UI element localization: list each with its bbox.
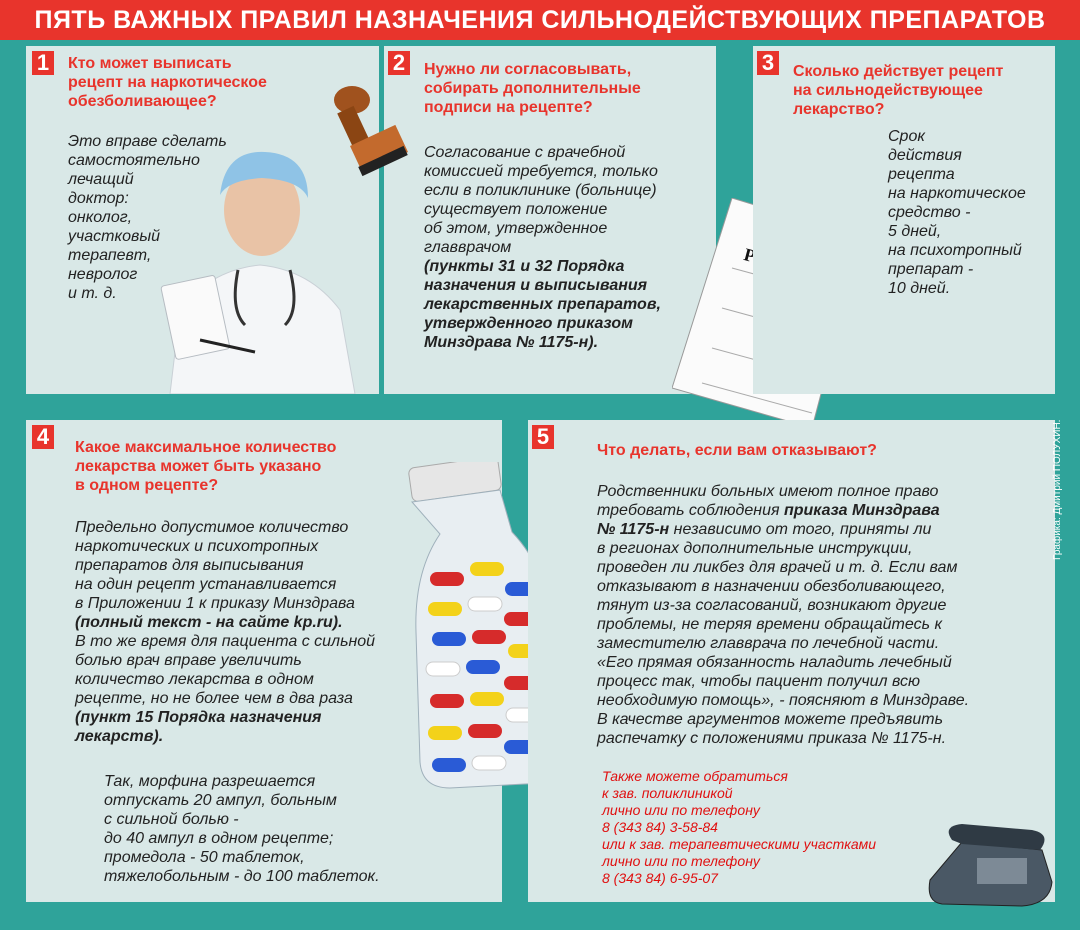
rule-3-question: Сколько действует рецепт на сильнодействующее лекарство?	[793, 63, 1004, 118]
telephone-icon	[922, 820, 1057, 908]
page-title: ПЯТЬ ВАЖНЫХ ПРАВИЛ НАЗНАЧЕНИЯ СИЛЬНОДЕЙСТВУЮЩИХ ПРЕПАРАТОВ	[34, 5, 1046, 34]
rule-4-question: Какое максимальное количество лекарства может быть указано в одном рецепте?	[75, 439, 337, 494]
graphics-credit: Графика: Дмитрий ПОЛУХИН.	[1052, 419, 1063, 560]
rule-5-answer: Родственники больных имеют полное право требовать соблюдения приказа Минздрава № 1175-н независимо от того, приняты ли в регионах дополнительные инструкции, проведен ли ликбез для врачей и т. д. Если вам отказывают в назначении обезболивающего, тянут из-за согласований, возникают другие проблемы, не теряя времени обращайтесь к заместителю главврача по лечебной части. «Его прямая обязанность наладить лечебный процесс так, чтобы пациент получил всю необходимую помощь», - поясняют в Минздраве. В качестве аргументов можете предъявить распечатку с положениями приказа № 1175-н.	[597, 483, 970, 747]
rule-number-4: 4	[32, 425, 54, 449]
rule-1-answer: Это вправе сделать самостоятельно лечащий доктор: онколог, участковый терапевт, невролог и т. д.	[68, 133, 227, 302]
contact-info: Также можете обратиться к зав. поликлиникой лично или по телефону 8 (343 84) 3-58-84 или к зав. терапевтическими участками лично или по телефону 8 (343 84) 6-95-07	[602, 768, 877, 886]
rule-number-1: 1	[32, 51, 54, 75]
stamp-illustration	[318, 74, 418, 184]
page-title-banner	[0, 0, 1080, 40]
rule-number-5: 5	[532, 425, 554, 449]
rule-2-answer: Согласование с врачебной комиссией требуется, только если в поликлинике (больнице) существует положение об этом, утвержденное главврачом (пункты 31 и 32 Порядка назначения и выписывания лекарственных препаратов, утвержденного приказом Минздрава № 1175-н).	[424, 144, 661, 351]
rule-4-answer: Предельно допустимое количество наркотических и психотропных препаратов для выписывания на один рецепт устанавливается в Приложении 1 к приказу Минздрава (полный текст - на сайте kp.ru). В то же время для пациента с сильной болью врач вправе увеличить количество лекарства в одном рецепте, но не более чем в два раза (пункт 15 Порядка назначения лекарств).	[75, 519, 376, 745]
rule-5-question: Что делать, если вам отказывают?	[597, 442, 877, 459]
rule-3-answer: Срок действия рецепта на наркотическое средство - 5 дней, на психотропный препарат - 10 дней.	[888, 128, 1026, 297]
rule-4-example: Так, морфина разрешается отпускать 20 ампул, больным с сильной болью - до 40 ампул в одном рецепте; промедола - 50 таблеток, тяжелобольным - до 100 таблеток.	[104, 773, 380, 885]
rule-2-question: Нужно ли согласовывать, собирать дополнительные подписи на рецепте?	[424, 61, 641, 116]
rule-number-3: 3	[757, 51, 779, 75]
rule-number-2: 2	[388, 51, 410, 75]
rule-1-question: Кто может выписать рецепт на наркотическое обезболивающее?	[68, 55, 267, 110]
